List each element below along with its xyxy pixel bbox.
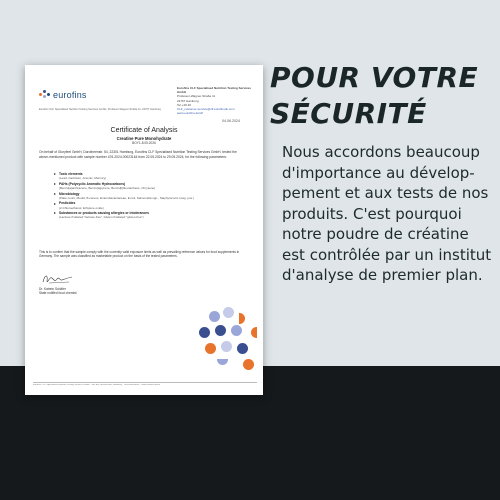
sender-address-line: Eurofins CLF Specialised Nutrition Testing Services GmbH, Professor-Wagner-Straße 11, 22767 Hamburg (39, 108, 161, 111)
lab-name: Eurofins CLF Specialised Nutrition Testing Services GmbH (177, 86, 251, 95)
parameter-detail: (Benzo[a]anthracene, Benzo[a]pyrene, Benzo[b]fluoranthene, Chrysene) (59, 186, 156, 190)
body-line: d'importance au dévelop- (282, 163, 475, 182)
certificate-title: Certificate of Analysis (110, 127, 178, 134)
dot-shape (239, 313, 245, 324)
parameter-heading: Substances or products causing allergies or intolerances (59, 211, 244, 215)
marketing-text-panel (270, 60, 495, 360)
parameter-detail: (Lactose if labeled "lactose-free", Gluten if labeled "gluten-free") (59, 215, 144, 220)
dot-shape (199, 327, 210, 338)
document-footer: Eurofins CLF Specialised Nutrition Testing Services GmbH · Sitz der Gesellschaft: Hamburg · Geschäftsführer · www.eurofins.de/clf (33, 384, 161, 386)
parameter-list (59, 172, 244, 221)
dot-shape (217, 359, 228, 365)
certificate-document (25, 65, 263, 395)
decorative-dot-pattern (195, 305, 263, 380)
dot-shape (215, 325, 226, 336)
dot-shape (209, 311, 220, 322)
body-line: est contrôlée par un institut (282, 245, 492, 264)
parameter-item (59, 211, 244, 219)
lab-phone: Tel +49 40 (177, 102, 191, 107)
signer-name: Dr. Katrein Schäfer (39, 287, 66, 291)
footer-divider (33, 382, 257, 383)
body-line: notre poudre de créatine (282, 225, 469, 243)
dot-shape (237, 343, 248, 354)
dot-shape (223, 307, 234, 318)
signer-block (39, 287, 77, 296)
headline (270, 60, 495, 132)
dot-shape (251, 327, 257, 338)
body-line: Nous accordons beaucoup (282, 143, 480, 161)
lab-website: www.eurofins.de/clf (177, 111, 203, 116)
dot-shape (243, 359, 254, 370)
eurofins-dots-icon (39, 90, 51, 100)
body-line: d'analyse de premier plan. (282, 266, 483, 284)
lab-city: 22767 Hamburg (177, 98, 199, 103)
parameter-item (59, 172, 244, 180)
body-paragraph (270, 142, 495, 286)
parameter-detail: (Lead, Cadmium, Arsenic, Mercury) (59, 176, 107, 181)
parameter-heading: Toxic elements (59, 172, 244, 176)
parameter-heading: Pesticides (59, 201, 244, 205)
lab-street: Professor-Wagner-Straße 11 (177, 94, 216, 99)
parameter-item (59, 182, 244, 190)
dot-shape (221, 341, 232, 352)
parameter-detail: (2-Chloroethanol, Ethylene oxide) (59, 205, 104, 210)
certificate-intro: On behalf of Gloryfeel GmbH, Dorotheenstr. 54, 22301 Hamburg, Eurofins CLF Specialised Nutrition Testing Services GmbH, tested the above-mentioned product with sample number 476-2024-00023164 from 22.05.2024 to 29.05.2024, for the following parameters: (39, 150, 237, 159)
dot-shape (205, 343, 216, 354)
lab-address-block (177, 86, 257, 115)
parameter-heading: PAHs (Polycyclic Aromatic Hydrocarbons) (59, 182, 244, 186)
handwritten-signature (41, 272, 75, 286)
parameter-detail: (Plate count, Mould, B.cereus, Enterobacteriaceae, E.coli, Salmonella spp., Staphylococci coag. pos.) (59, 195, 194, 200)
logo-text: eurofins (53, 90, 87, 100)
headline-line-1: POUR VOTRE (270, 61, 479, 94)
product-name: Creatine Pure Monohydrate (116, 136, 172, 141)
lab-email: CLF_customer-service@clf.eurofinsde.com (177, 107, 235, 112)
product-reference: BOY1-8.05.2026 (132, 141, 156, 145)
parameter-item (59, 192, 244, 200)
parameter-heading: Microbiology (59, 192, 244, 196)
eurofins-logo (39, 90, 87, 100)
body-line: pement et aux tests de nos (282, 184, 489, 202)
headline-line-2: SÉCURITÉ (270, 97, 427, 130)
certificate-date: 04.06.2024 (222, 119, 240, 123)
certificate-conclusion: This is to confirm that the sample comply with the currently valid exposure limits as well as prevailing reference values for food supplements in Germany. The sample was classified as marketable product on the basis of the tested parameters. (39, 250, 240, 259)
parameter-item (59, 201, 244, 209)
dot-shape (231, 325, 242, 336)
signer-role: State notified food chemist (39, 291, 77, 296)
body-line: produits. C'est pourquoi (282, 204, 462, 223)
